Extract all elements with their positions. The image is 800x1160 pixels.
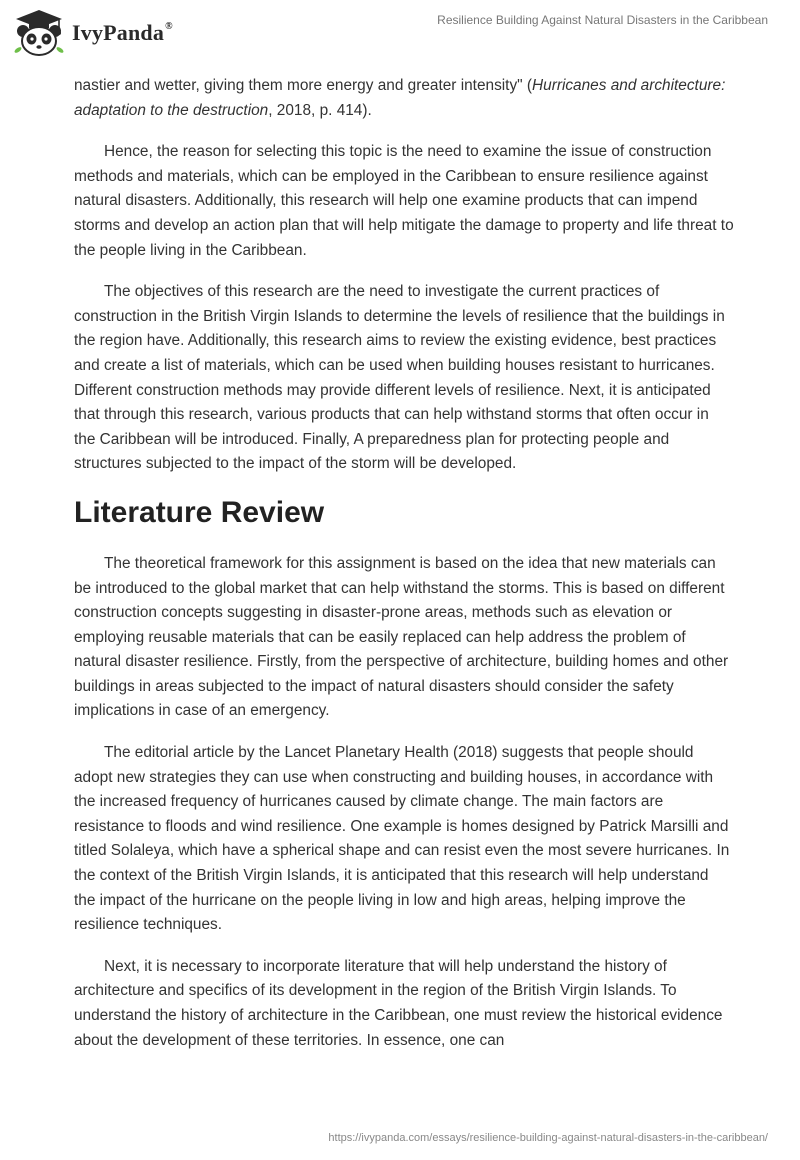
- ivypanda-logo[interactable]: [12, 8, 173, 58]
- paragraph-continued: nastier and wetter, giving them more energy and greater intensity" (Hurricanes and architecture: adaptation to the destruction, 2018, p. 414).: [74, 77, 726, 119]
- brand-name: IvyPanda®: [72, 20, 173, 45]
- paragraph: The objectives of this research are the need to investigate the current practices of construction in the British Virgin Islands to determine the levels of resilience that the buildings in the region have. Additionally, this research aims to review the existing evidence, best practices and create a list of materials, which can be used when building houses resistant to hurricanes. Different construction methods may provide different levels of resilience. Next, it is anticipated that through this research, various products that can help withstand storms that often occur in the Caribbean will be introduced. Finally, A preparedness plan for protecting people and structures subjected to the impact of the storm will be developed.: [74, 283, 725, 473]
- document-title: Resilience Building Against Natural Disasters in the Caribbean: [437, 13, 768, 27]
- citation-title: Hurricanes and architecture: adaptation to the destruction: [74, 77, 726, 119]
- registered-mark: ®: [165, 21, 173, 32]
- paragraph: Next, it is necessary to incorporate literature that will help understand the history of architecture and specifics of its development in the region of the British Virgin Islands. To understand the history of architecture in the Caribbean, one must review the historical evidence about the development of these territories. In essence, one can: [74, 957, 723, 1049]
- paragraph: The editorial article by the Lancet Planetary Health (2018) suggests that people should adopt new strategies they can use when constructing and building houses, in accordance with the increased frequency of hurricanes caused by climate change. The main factors are resistance to floods and wind resilience. One example is homes designed by Patrick Marsilli and titled Solaleya, which have a spherical shape and can resist even the most severe hurricanes. In the context of the British Virgin Islands, it is anticipated that this research will help understand the impact of the hurricane on the people living in low and high areas, helping improve the resilience techniques.: [74, 744, 730, 934]
- page-header: [0, 0, 800, 70]
- paragraph: Hence, the reason for selecting this topic is the need to examine the issue of construction methods and materials, which can be employed in the Caribbean to ensure resilience against natural disasters. Additionally, this research will help one examine products that can impend storms and develop an action plan that will help mitigate the damage to property and life threat to the people living in the Caribbean.: [74, 143, 734, 259]
- paragraph: The theoretical framework for this assignment is based on the idea that new materials can be introduced to the global market that can help withstand the storms. This is based on different construction concepts suggesting in disaster-prone areas, methods such as elevation or employing reusable materials that can be easily replaced can help address the problem of natural disaster resilience. Firstly, from the perspective of architecture, building homes and other buildings in areas subjected to the impact of natural disasters should consider the safety implications in case of an emergency.: [74, 554, 729, 720]
- essay-content: [74, 74, 734, 1070]
- panda-graduate-icon: [12, 8, 66, 58]
- source-url[interactable]: https://ivypanda.com/essays/resilience-building-against-natural-disasters-in-the-caribbean/: [328, 1132, 768, 1144]
- section-heading: Literature Review: [74, 495, 325, 529]
